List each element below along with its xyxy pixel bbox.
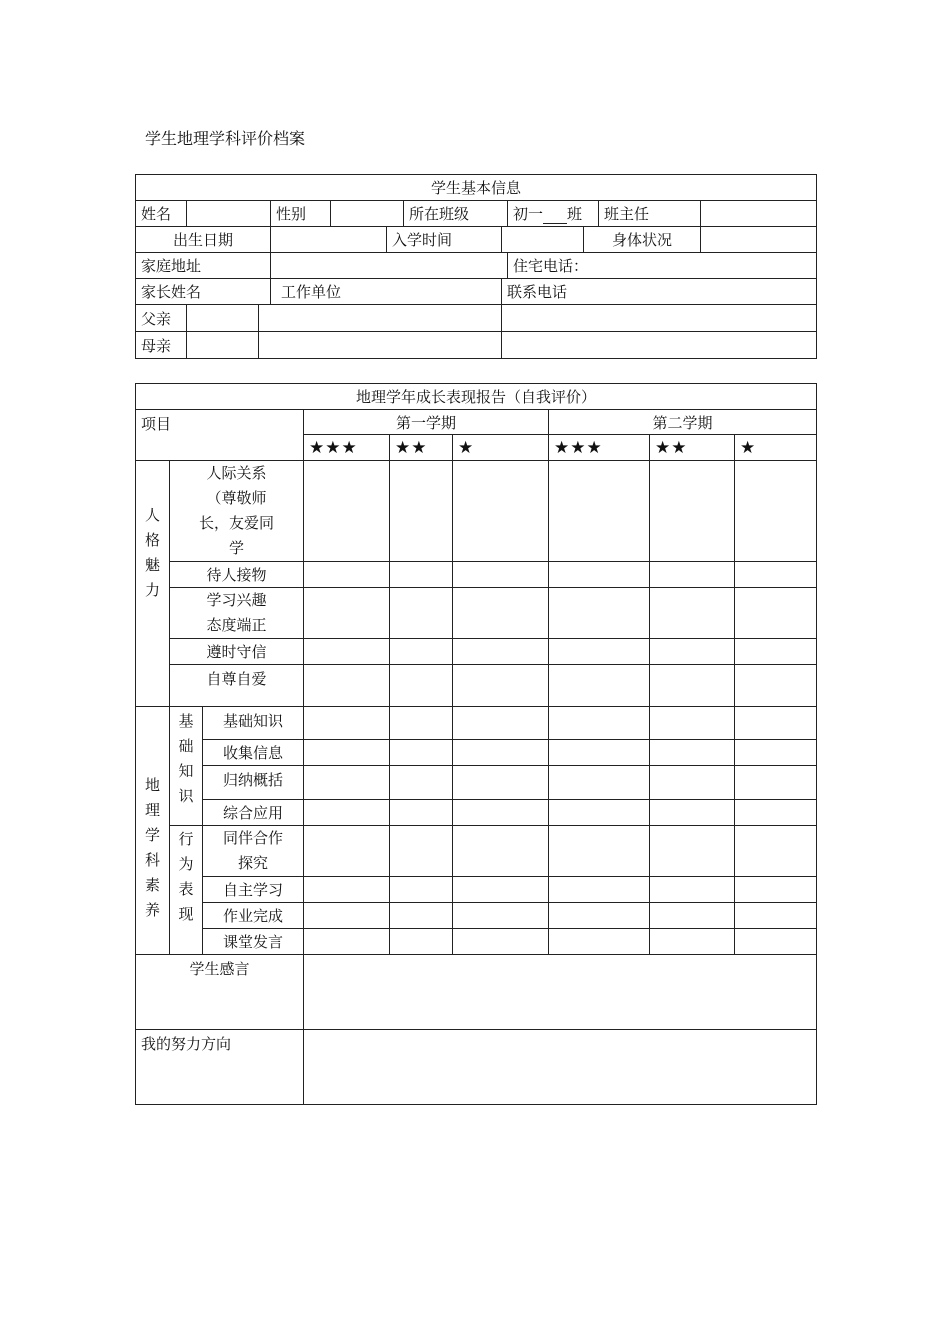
geo-literacy-category bbox=[136, 707, 170, 955]
score-cell[interactable] bbox=[735, 665, 817, 707]
score-cell[interactable] bbox=[650, 665, 735, 707]
score-cell[interactable] bbox=[735, 826, 817, 877]
score-cell[interactable] bbox=[304, 903, 390, 929]
score-cell[interactable] bbox=[390, 877, 453, 903]
score-cell[interactable] bbox=[390, 588, 453, 639]
score-cell[interactable] bbox=[650, 639, 735, 665]
score-cell[interactable] bbox=[453, 740, 549, 766]
personality-item: 自尊自爱 bbox=[170, 665, 304, 707]
score-cell[interactable] bbox=[304, 826, 390, 877]
basic-knowledge-group bbox=[170, 707, 203, 826]
score-cell[interactable] bbox=[735, 903, 817, 929]
score-cell[interactable] bbox=[304, 665, 390, 707]
score-cell[interactable] bbox=[304, 877, 390, 903]
score-cell[interactable] bbox=[735, 766, 817, 800]
address-field[interactable] bbox=[271, 253, 508, 279]
term2-header: 第二学期 bbox=[549, 410, 817, 435]
term1-two-stars: ★★ bbox=[390, 435, 453, 461]
score-cell[interactable] bbox=[549, 588, 650, 639]
score-cell[interactable] bbox=[453, 877, 549, 903]
name-label: 姓名 bbox=[136, 201, 187, 227]
personality-category-label: 人格魅力 bbox=[144, 506, 160, 599]
score-cell[interactable] bbox=[549, 800, 650, 826]
gender-label: 性别 bbox=[271, 201, 331, 227]
geo-literacy-category-label: 地理学科素养 bbox=[144, 776, 160, 919]
score-cell[interactable] bbox=[549, 877, 650, 903]
score-cell[interactable] bbox=[304, 766, 390, 800]
score-cell[interactable] bbox=[453, 826, 549, 877]
score-cell[interactable] bbox=[650, 461, 735, 562]
contact-phone-label: 联系电话 bbox=[502, 279, 817, 305]
score-cell[interactable] bbox=[304, 800, 390, 826]
literacy-item: 自主学习 bbox=[203, 877, 304, 903]
personality-item: 人际关系（尊敬师长，友爱同学 bbox=[170, 461, 304, 562]
direction-label: 我的努力方向 bbox=[136, 1030, 304, 1105]
score-cell[interactable] bbox=[453, 929, 549, 955]
direction-field[interactable] bbox=[304, 1030, 817, 1105]
home-phone-label[interactable]: 住宅电话： bbox=[508, 253, 817, 279]
score-cell[interactable] bbox=[390, 800, 453, 826]
mother-label: 母亲 bbox=[136, 332, 187, 359]
basic-info-header: 学生基本信息 bbox=[136, 175, 817, 201]
score-cell[interactable] bbox=[650, 800, 735, 826]
score-cell[interactable] bbox=[304, 707, 390, 740]
score-cell[interactable] bbox=[650, 826, 735, 877]
document-title: 学生地理学科评价档案 bbox=[145, 129, 306, 148]
score-cell[interactable] bbox=[650, 588, 735, 639]
score-cell[interactable] bbox=[453, 766, 549, 800]
father-label: 父亲 bbox=[136, 305, 187, 332]
score-cell[interactable] bbox=[549, 665, 650, 707]
score-cell[interactable] bbox=[390, 826, 453, 877]
score-cell[interactable] bbox=[453, 461, 549, 562]
work-unit-label: 工作单位 bbox=[271, 279, 502, 305]
score-cell[interactable] bbox=[549, 707, 650, 740]
class-suffix: 班 bbox=[567, 205, 583, 223]
score-cell[interactable] bbox=[453, 588, 549, 639]
report-header: 地理学年成长表现报告（自我评价） bbox=[136, 384, 817, 410]
personality-item: 待人接物 bbox=[170, 562, 304, 588]
score-cell[interactable] bbox=[735, 740, 817, 766]
class-field[interactable] bbox=[508, 201, 599, 227]
birth-label: 出生日期 bbox=[136, 227, 271, 253]
gender-field[interactable] bbox=[331, 201, 404, 227]
name-field[interactable] bbox=[187, 201, 271, 227]
term2-one-star: ★ bbox=[735, 435, 817, 461]
score-cell[interactable] bbox=[650, 562, 735, 588]
score-cell[interactable] bbox=[390, 665, 453, 707]
score-cell[interactable] bbox=[390, 929, 453, 955]
enroll-label: 入学时间 bbox=[387, 227, 502, 253]
mother-name-field[interactable] bbox=[187, 332, 259, 359]
father-phone-field[interactable] bbox=[502, 305, 817, 332]
reflection-label: 学生感言 bbox=[136, 955, 304, 1030]
head-teacher-label: 班主任 bbox=[599, 201, 701, 227]
literacy-item: 同伴合作探究 bbox=[203, 826, 304, 877]
personality-category bbox=[136, 461, 170, 707]
score-cell[interactable] bbox=[304, 929, 390, 955]
score-cell[interactable] bbox=[453, 903, 549, 929]
score-cell[interactable] bbox=[650, 903, 735, 929]
basic-info-table bbox=[135, 174, 817, 359]
score-cell[interactable] bbox=[735, 639, 817, 665]
term2-two-stars: ★★ bbox=[650, 435, 735, 461]
father-work-field[interactable] bbox=[259, 305, 502, 332]
score-cell[interactable] bbox=[390, 740, 453, 766]
score-cell[interactable] bbox=[735, 929, 817, 955]
literacy-item: 收集信息 bbox=[203, 740, 304, 766]
score-cell[interactable] bbox=[390, 903, 453, 929]
score-cell[interactable] bbox=[650, 707, 735, 740]
score-cell[interactable] bbox=[549, 826, 650, 877]
score-cell[interactable] bbox=[390, 707, 453, 740]
score-cell[interactable] bbox=[735, 461, 817, 562]
score-cell[interactable] bbox=[390, 461, 453, 562]
score-cell[interactable] bbox=[390, 639, 453, 665]
score-cell[interactable] bbox=[735, 800, 817, 826]
literacy-item: 课堂发言 bbox=[203, 929, 304, 955]
term1-header: 第一学期 bbox=[304, 410, 549, 435]
score-cell[interactable] bbox=[735, 707, 817, 740]
score-cell[interactable] bbox=[549, 766, 650, 800]
term2-three-stars: ★★★ bbox=[549, 435, 650, 461]
score-cell[interactable] bbox=[735, 877, 817, 903]
score-cell[interactable] bbox=[304, 461, 390, 562]
score-cell[interactable] bbox=[650, 740, 735, 766]
score-cell[interactable] bbox=[549, 639, 650, 665]
score-cell[interactable] bbox=[549, 461, 650, 562]
literacy-item: 作业完成 bbox=[203, 903, 304, 929]
personality-item: 学习兴趣态度端正 bbox=[170, 588, 304, 639]
score-cell[interactable] bbox=[549, 929, 650, 955]
item-label: 项目 bbox=[136, 410, 304, 461]
score-cell[interactable] bbox=[453, 562, 549, 588]
address-label: 家庭地址 bbox=[136, 253, 271, 279]
parent-name-label: 家长姓名 bbox=[136, 279, 271, 305]
basic-knowledge-group-label: 基础知识 bbox=[178, 712, 194, 805]
score-cell[interactable] bbox=[304, 740, 390, 766]
mother-phone-field[interactable] bbox=[502, 332, 817, 359]
class-prefix: 初一 bbox=[513, 205, 544, 223]
score-cell[interactable] bbox=[390, 562, 453, 588]
score-cell[interactable] bbox=[453, 639, 549, 665]
score-cell[interactable] bbox=[304, 562, 390, 588]
score-cell[interactable] bbox=[549, 562, 650, 588]
personality-item: 遵时守信 bbox=[170, 639, 304, 665]
father-name-field[interactable] bbox=[187, 305, 259, 332]
behavior-group bbox=[170, 826, 203, 955]
mother-work-field[interactable] bbox=[259, 332, 502, 359]
score-cell[interactable] bbox=[453, 800, 549, 826]
score-cell[interactable] bbox=[549, 740, 650, 766]
literacy-item: 归纳概括 bbox=[203, 766, 304, 800]
class-label: 所在班级 bbox=[404, 201, 508, 227]
literacy-item: 综合应用 bbox=[203, 800, 304, 826]
health-label: 身体状况 bbox=[584, 227, 701, 253]
reflection-field[interactable] bbox=[304, 955, 817, 1030]
score-cell[interactable] bbox=[453, 665, 549, 707]
term1-one-star: ★ bbox=[453, 435, 549, 461]
term1-three-stars: ★★★ bbox=[304, 435, 390, 461]
literacy-item: 基础知识 bbox=[203, 707, 304, 740]
growth-report-table bbox=[135, 383, 817, 1105]
score-cell[interactable] bbox=[453, 707, 549, 740]
score-cell[interactable] bbox=[390, 766, 453, 800]
head-teacher-field[interactable] bbox=[701, 201, 817, 227]
score-cell[interactable] bbox=[549, 903, 650, 929]
score-cell[interactable] bbox=[650, 877, 735, 903]
health-field[interactable] bbox=[701, 227, 817, 253]
class-number-blank[interactable] bbox=[543, 209, 567, 224]
score-cell[interactable] bbox=[735, 562, 817, 588]
behavior-group-label: 行为表现 bbox=[178, 830, 194, 923]
score-cell[interactable] bbox=[304, 639, 390, 665]
score-cell[interactable] bbox=[650, 929, 735, 955]
birth-field[interactable] bbox=[271, 227, 387, 253]
score-cell[interactable] bbox=[304, 588, 390, 639]
score-cell[interactable] bbox=[650, 766, 735, 800]
score-cell[interactable] bbox=[735, 588, 817, 639]
enroll-field[interactable] bbox=[502, 227, 584, 253]
